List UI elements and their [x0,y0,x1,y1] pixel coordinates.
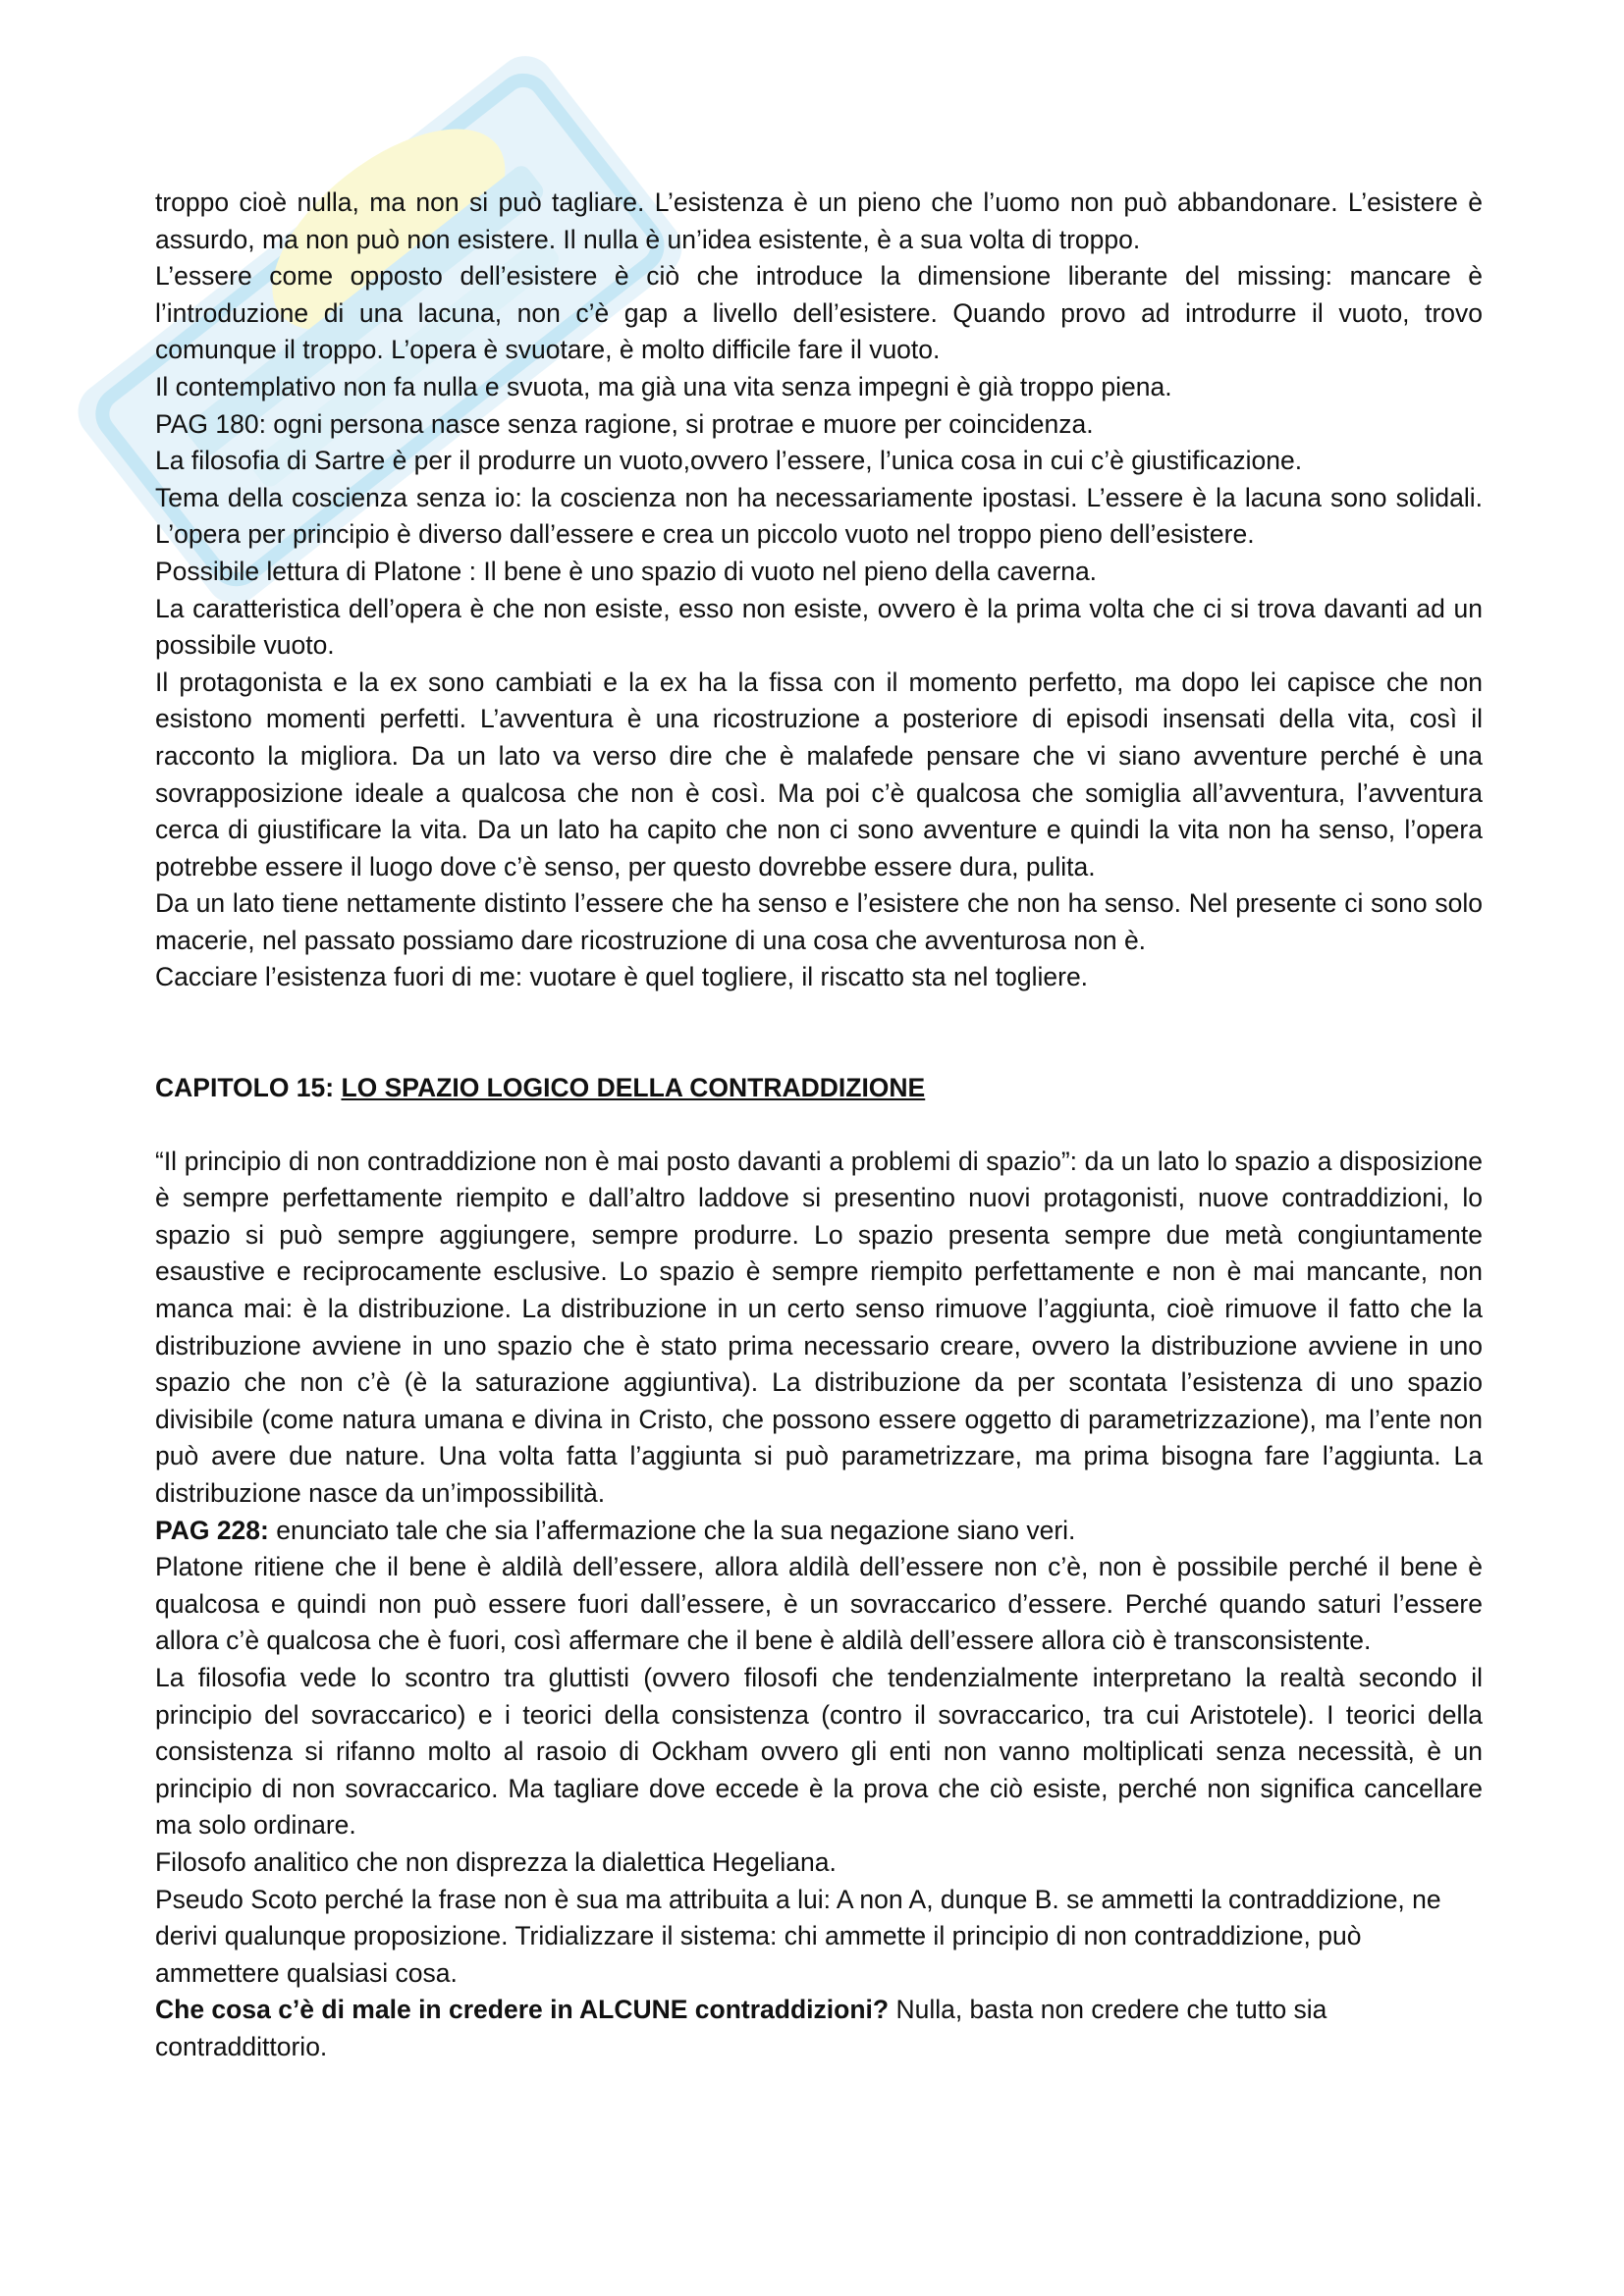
paragraph: Il contemplativo non fa nulla e svuota, ma già una vita senza impegni è già troppo piena. [155,371,1172,401]
paragraph: “Il principio di non contraddizione non è mai posto davanti a problemi di spazio”: da un lato lo spazio a disposizione è sempre perfettamente riempito e dall’altro laddove si presentino nuovi protagonisti, nuove contraddizioni, lo spazio si può sempre aggiungere, sempre produrre. Lo spazio presenta sempre due metà congiuntamente esaustive e reciprocamente esclusive. Lo spazio è sempre riempito perfettamente e non è mai mancante, non manca mai: è la distribuzione. La distribuzione in un certo senso rimuove l’aggiunta, cioè rimuove il fatto che la distribuzione avviene in uno spazio che è stato prima necessario creare, ovvero la distribuzione avviene in uno spazio che non c’è (è la saturazione aggiuntiva). La distribuzione da per scontata l’esistenza di uno spazio divisibile (come natura umana e divina in Cristo, che possono essere oggetto di parametrizzazione), ma l’ente non può avere due nature. Una volta fatta l’aggiunta si può parametrizzare, ma prima bisogna fare l’aggiunta. La distribuzione nasce da un’impossibilità. [155,1146,1483,1508]
paragraph: PAG 180: ogni persona nasce senza ragione, si protrae e muore per coincidenza. [155,408,1094,439]
paragraph: Cacciare l’esistenza fuori di me: vuotare è quel togliere, il riscatto sta nel togliere. [155,962,1089,992]
paragraph: Il protagonista e la ex sono cambiati e la ex ha la fissa con il momento perfetto, ma dopo lei capisce che non esistono momenti perfetti. L’avventura è una ricostruzione a posteriore di episodi insensati della vita, così il racconto la migliora. Da un lato va verso dire che è malafede pensare che vi siano avventure perché è una sovrapposizione ideale a qualcosa che non è così. Ma poi c’è qualcosa che somiglia all’avventura, l’avventura cerca di giustificare la vita. Da un lato ha capito che non ci sono avventure e quindi la vita non ha senso, l’opera potrebbe essere il luogo dove c’è senso, per questo dovrebbe essere dura, pulita. [155,667,1483,881]
paragraph-text: Nulla, basta non credere che tutto sia contraddittorio. [155,1995,1327,2061]
paragraph-text: enunciato tale che sia l’affermazione che la sua negazione siano veri. [268,1515,1076,1545]
paragraph: Tema della coscienza senza io: la coscienza non ha necessariamente ipostasi. L’essere è la lacuna sono solidali. L’opera per principio è diverso dall’essere e crea un piccolo vuoto nel troppo pieno dell’esistere. [155,482,1483,550]
paragraph: Possibile lettura di Platone : Il bene è uno spazio di vuoto nel pieno della caverna. [155,556,1098,586]
page-content [155,185,1483,2066]
paragraph: La filosofia di Sartre è per il produrre un vuoto,ovvero l’essere, l’unica cosa in cui c’è giustificazione. [155,446,1303,476]
question-highlight: Che cosa c’è di male in credere in ALCUNE contraddizioni? [155,1995,890,2025]
paragraph: troppo cioè nulla, ma non si può tagliare. L’esistenza è un pieno che l’uomo non può abbandonare. L’esistere è assurdo, ma non può non esistere. Il nulla è un’idea esistente, è a sua volta di troppo. [155,187,1483,254]
paragraph: Da un lato tiene nettamente distinto l’essere che ha senso e l’esistere che non ha senso. Nel presente ci sono solo macerie, nel passato possiamo dare ricostruzione di una cosa che avventurosa non è. [155,888,1483,955]
paragraph: Platone ritiene che il bene è aldilà dell’essere, allora aldilà dell’essere non c’è, non è possibile perché il bene è qualcosa e quindi non può essere fuori dall’essere, è un sovraccarico d’essere. Perché quando saturi l’essere allora c’è qualcosa che è fuori, così affermare che il bene è aldilà dell’essere allora ciò è transconsistente. [155,1552,1483,1656]
paragraph: La caratteristica dell’opera è che non esiste, esso non esiste, ovvero è la prima volta che ci si trova davanti ad un possibile vuoto. [155,593,1483,661]
page-reference: PAG 228: [155,1515,269,1545]
chapter-label: CAPITOLO 15: [155,1073,342,1103]
paragraph: Filosofo analitico che non disprezza la dialettica Hegeliana. [155,1846,837,1877]
paragraph: Pseudo Scoto perché la frase non è sua ma attribuita a lui: A non A, dunque B. se ammetti la contraddizione, ne derivi qualunque proposizione. Tridializzare il sistema: chi ammette il principio di non contraddizione, può ammettere qualsiasi cosa. [155,1884,1441,1988]
chapter-heading [155,1070,1483,1107]
spacer [155,1107,1483,1144]
spacer [155,996,1483,1070]
paragraph [155,1992,1483,2065]
paragraph [155,1513,1483,1550]
paragraph: La filosofia vede lo scontro tra gluttisti (ovvero filosofi che tendenzialmente interpretano la realtà secondo il principio del sovraccarico) e i teorici della consistenza (contro il sovraccarico, tra cui Aristotele). I teorici della consistenza si rifanno molto al rasoio di Ockham ovvero gli enti non vanno moltiplicati senza necessità, è un principio di non sovraccarico. Ma tagliare dove eccede è la prova che ciò esiste, perché non significa cancellare ma solo ordinare. [155,1662,1483,1841]
chapter-title: LO SPAZIO LOGICO DELLA CONTRADDIZIONE [341,1073,926,1103]
paragraph: L’essere come opposto dell’esistere è ciò che introduce la dimensione liberante del missing: mancare è l’introduzione di una lacuna, non c’è gap a livello dell’esistere. Quando provo ad introdurre il vuoto, trovo comunque il troppo. L’opera è svuotare, è molto difficile fare il vuoto. [155,261,1483,365]
